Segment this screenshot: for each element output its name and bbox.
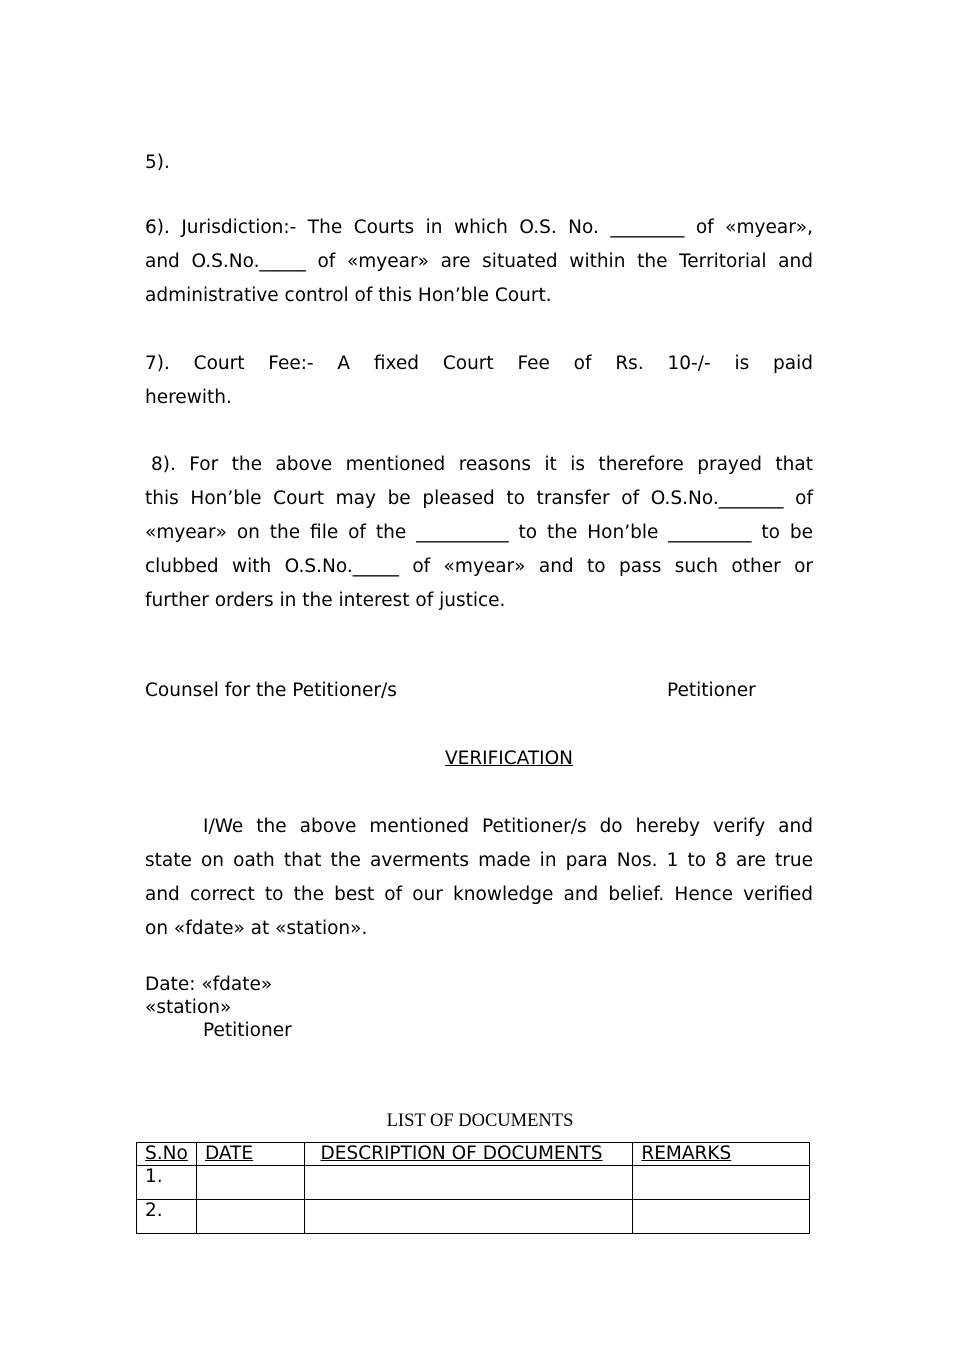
para5-text: 5). bbox=[145, 152, 170, 173]
para8-line2: this Hon’ble Court may be pleased to transfer of O.S.No._______ of bbox=[145, 488, 813, 509]
row2-sno: 2. bbox=[137, 1200, 197, 1234]
row2-description bbox=[304, 1200, 633, 1234]
header-description: DESCRIPTION OF DOCUMENTS bbox=[304, 1143, 633, 1166]
documents-title: LIST OF DOCUMENTS bbox=[386, 1111, 574, 1131]
para8-line5: further orders in the interest of justice. bbox=[145, 590, 506, 611]
row1-sno: 1. bbox=[137, 1166, 197, 1200]
footer-station: «station» bbox=[145, 997, 232, 1018]
row1-date bbox=[196, 1166, 304, 1200]
header-remarks: REMARKS bbox=[633, 1143, 810, 1166]
table-row bbox=[137, 1200, 810, 1234]
para6-line1: 6). Jurisdiction:- The Courts in which O.S. No. ________ of «myear», bbox=[145, 217, 813, 238]
counsel-signature-label: Counsel for the Petitioner/s bbox=[145, 680, 397, 701]
table-header-row bbox=[137, 1143, 810, 1166]
para8-line4: clubbed with O.S.No._____ of «myear» and to pass such other or bbox=[145, 556, 813, 577]
paragraph-5 bbox=[145, 146, 813, 180]
header-date: DATE bbox=[196, 1143, 304, 1166]
verification-line2: state on oath that the averments made in para Nos. 1 to 8 are true bbox=[145, 850, 813, 871]
verification-footer bbox=[145, 973, 813, 1042]
footer-petitioner: Petitioner bbox=[203, 1020, 292, 1041]
paragraph-6-jurisdiction bbox=[145, 211, 813, 313]
row1-description bbox=[304, 1166, 633, 1200]
para7-line2: herewith. bbox=[145, 387, 232, 408]
para8-line3: «myear» on the file of the __________ to the Hon’ble _________ to be bbox=[145, 522, 813, 543]
verification-title: VERIFICATION bbox=[444, 748, 574, 769]
para6-line3: administrative control of this Hon’ble Court. bbox=[145, 285, 552, 306]
table-row bbox=[137, 1166, 810, 1200]
documents-table bbox=[136, 1142, 810, 1234]
para7-line1: 7). Court Fee:- A fixed Court Fee of Rs. 10-/- is paid bbox=[145, 353, 813, 374]
row2-remarks bbox=[633, 1200, 810, 1234]
row2-date bbox=[196, 1200, 304, 1234]
para8-line1: 8). For the above mentioned reasons it is therefore prayed that bbox=[151, 454, 813, 475]
petitioner-signature-label: Petitioner bbox=[667, 680, 756, 701]
para6-line2: and O.S.No._____ of «myear» are situated within the Territorial and bbox=[145, 251, 813, 272]
paragraph-7-court-fee bbox=[145, 347, 813, 415]
verification-paragraph bbox=[145, 810, 813, 946]
paragraph-8-prayer bbox=[145, 448, 813, 618]
header-sno: S.No bbox=[137, 1143, 197, 1166]
footer-date: Date: «fdate» bbox=[145, 974, 273, 995]
verification-line1: I/We the above mentioned Petitioner/s do hereby verify and bbox=[203, 816, 813, 837]
verification-line4: on «fdate» at «station». bbox=[145, 918, 368, 939]
verification-line3: and correct to the best of our knowledge and belief. Hence verified bbox=[145, 884, 813, 905]
row1-remarks bbox=[633, 1166, 810, 1200]
